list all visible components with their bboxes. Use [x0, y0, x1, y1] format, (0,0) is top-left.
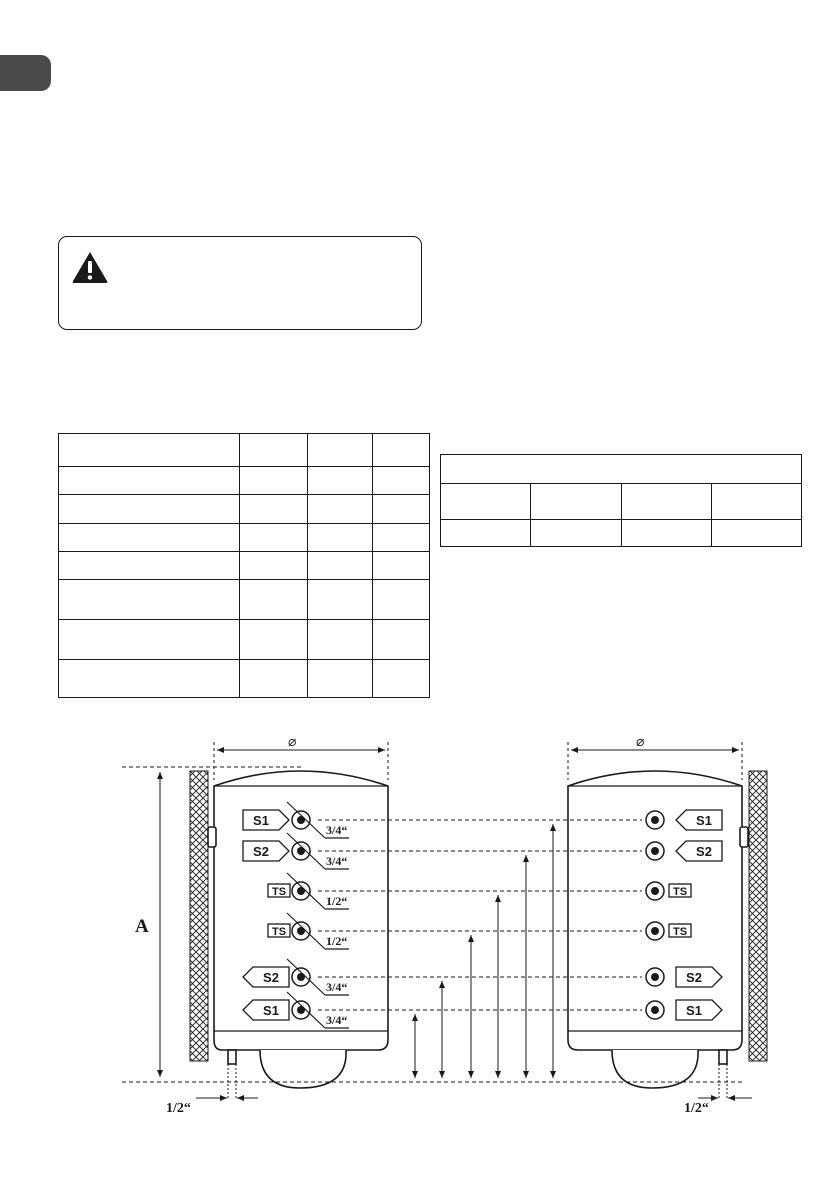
port-label-right: TS	[672, 886, 688, 898]
thread-size-label: 3/4“	[326, 1013, 348, 1027]
drain-size-right: 1/2“	[684, 1101, 709, 1116]
thread-size-label: 3/4“	[326, 854, 348, 868]
wall-left	[190, 771, 208, 1061]
height-label: A	[135, 916, 149, 937]
language-tab	[0, 55, 51, 91]
table-row	[441, 520, 802, 547]
warning-box	[58, 236, 422, 330]
thread-size-label: 3/4“	[326, 980, 348, 994]
port-label-right: TS	[672, 926, 688, 938]
technical-data-table	[58, 433, 430, 698]
port-dot-right	[651, 887, 659, 895]
thread-size-label: 3/4“	[326, 823, 348, 837]
port-dot-right	[651, 927, 659, 935]
port-dot-right	[651, 1006, 659, 1014]
table-row	[59, 495, 430, 524]
table-row	[59, 552, 430, 580]
port-dot-right	[651, 816, 659, 824]
table-row	[59, 434, 430, 467]
thread-size-label: 1/2“	[326, 894, 348, 908]
dimensions-table	[440, 454, 802, 547]
table-row	[59, 524, 430, 552]
wall-right	[749, 771, 767, 1061]
table-row	[59, 580, 430, 620]
port-label-left: TS	[271, 886, 287, 898]
boiler-connection-diagram	[0, 700, 840, 1140]
port-label-right: S1	[686, 1003, 702, 1018]
port-label-right: S1	[696, 813, 712, 828]
port-dot-right	[651, 847, 659, 855]
table-row	[59, 660, 430, 698]
thread-size-label: 1/2“	[326, 934, 348, 948]
port-label-left: TS	[271, 926, 287, 938]
port-label-left: S2	[253, 844, 269, 859]
table-row	[59, 620, 430, 660]
diameter-label-right: ⌀	[636, 734, 645, 750]
port-label-left: S2	[263, 970, 279, 985]
port-label-right: S2	[696, 844, 712, 859]
table-row	[59, 467, 430, 495]
port-label-right: S2	[686, 970, 702, 985]
port-dot-right	[651, 973, 659, 981]
port-label-left: S1	[253, 813, 269, 828]
port-label-left: S1	[263, 1003, 279, 1018]
table-row	[441, 484, 802, 520]
diameter-label-left: ⌀	[288, 734, 297, 750]
warning-triangle-icon	[70, 249, 110, 285]
drain-size-left: 1/2“	[166, 1101, 191, 1116]
table-row	[441, 455, 802, 484]
